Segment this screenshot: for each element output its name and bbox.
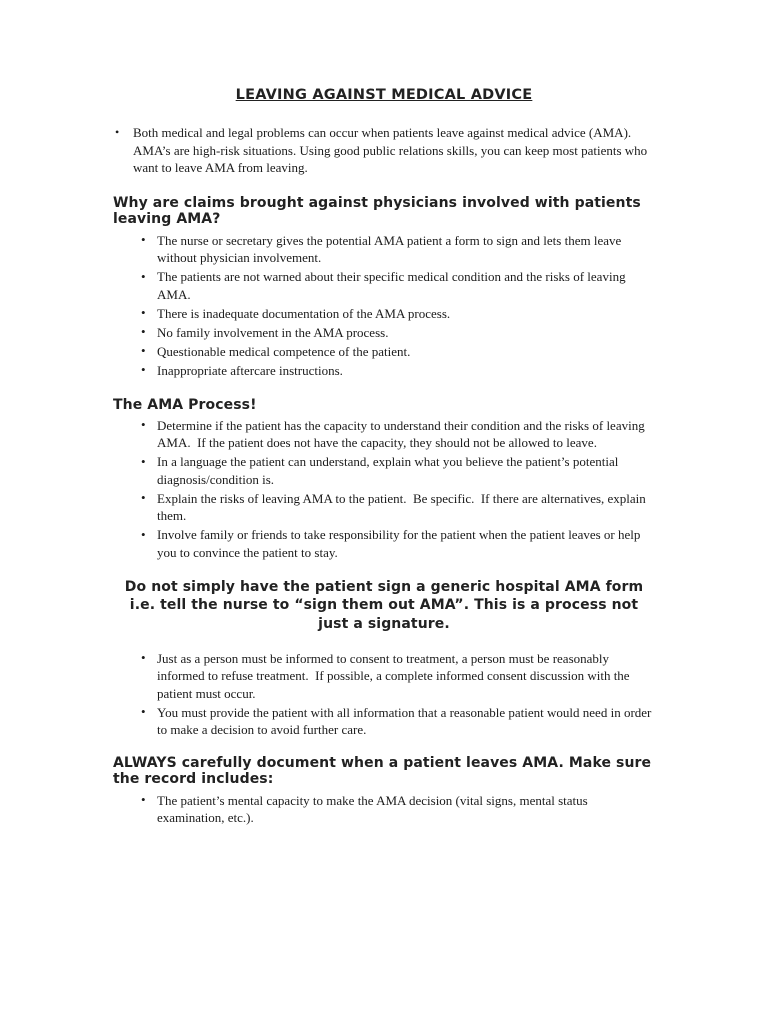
bullet-icon: •: [141, 792, 146, 808]
bullet-text: Determine if the patient has the capacity to understand their condition and the risks of leaving AMA. If the patient does not have the capacity, they should not be allowed to leave.: [157, 417, 648, 450]
bullet-item: [113, 453, 655, 488]
bullet-icon: •: [141, 343, 146, 358]
bullet-icon: •: [141, 268, 146, 284]
bullet-text: In a language the patient can understand, explain what you believe the patient’s potential diagnosis/condition is.: [157, 454, 622, 487]
bullet-text: Just as a person must be informed to consent to treatment, a person must be reasonably informed to refuse treatment. If possible, a complete informed consent discussion with the patient must occur.: [157, 650, 633, 701]
bullet-icon: •: [141, 490, 146, 505]
bullet-text: The patient’s mental capacity to make the AMA decision (vital signs, mental status examination, etc.).: [157, 792, 591, 826]
bullet-item: [113, 343, 655, 361]
bullet-icon: •: [141, 650, 146, 666]
claims-list: [113, 232, 655, 380]
bullet-item: [113, 305, 655, 323]
bullet-item: [113, 362, 655, 380]
bullet-text: Inappropriate aftercare instructions.: [157, 362, 343, 378]
bullet-icon: •: [141, 324, 146, 339]
bullet-text: There is inadequate documentation of the AMA process.: [157, 305, 451, 321]
bullet-icon: •: [141, 453, 146, 469]
bullet-icon: •: [141, 305, 146, 320]
bullet-icon: •: [141, 417, 146, 432]
bullet-text: No family involvement in the AMA process.: [157, 324, 389, 340]
bullet-icon: •: [141, 232, 146, 247]
bullet-item: [113, 704, 655, 739]
bullet-item: [113, 490, 655, 525]
bullet-item: [113, 324, 655, 342]
bullet-text: Both medical and legal problems can occur when patients leave against medical advice (AMA). AMA’s are high-risk situations. Using good public relations skills, you can keep most patients who want to leave AMA from leaving.: [133, 125, 651, 175]
bullet-item: [113, 268, 655, 303]
process-list: [113, 417, 655, 562]
generic-form-heading: Do not simply have the patient sign a generic hospital AMA form i.e. tell the nurse to “sign them out AMA”. This is a process not just a signature.: [124, 579, 644, 632]
document-record-list: [113, 792, 655, 827]
bullet-item: [113, 650, 655, 703]
intro-list: [113, 124, 655, 177]
bullet-icon: •: [141, 362, 146, 377]
document-title: LEAVING AGAINST MEDICAL ADVICE: [235, 87, 533, 103]
bullet-icon: •: [141, 526, 146, 542]
bullet-text: Questionable medical competence of the patient.: [157, 343, 411, 359]
bullet-item: [113, 792, 655, 827]
bullet-item: [113, 232, 655, 267]
process-section-heading: The AMA Process!: [113, 397, 257, 413]
bullet-icon: •: [141, 704, 146, 720]
generic-form-list: [113, 650, 655, 739]
bullet-item: [113, 124, 655, 177]
bullet-text: Involve family or friends to take responsibility for the patient when the patient leaves or help you to convince the patient to stay.: [157, 527, 644, 560]
bullet-item: [113, 526, 655, 561]
bullet-text: You must provide the patient with all information that a reasonable patient would need in order to make a decision to avoid further care.: [157, 704, 655, 738]
document-record-heading: ALWAYS carefully document when a patient leaves AMA. Make sure the record includes:: [113, 754, 652, 788]
bullet-text: The patients are not warned about their specific medical condition and the risks of leaving AMA.: [157, 269, 629, 302]
bullet-item: [113, 417, 655, 452]
claims-section-heading: Why are claims brought against physicians involved with patients leaving AMA?: [113, 194, 641, 227]
bullet-text: Explain the risks of leaving AMA to the patient. Be specific. If there are alternatives, explain them.: [157, 490, 650, 523]
bullet-text: The nurse or secretary gives the potential AMA patient a form to sign and lets them leave without physician involvement.: [157, 232, 625, 265]
bullet-icon: •: [115, 125, 120, 139]
